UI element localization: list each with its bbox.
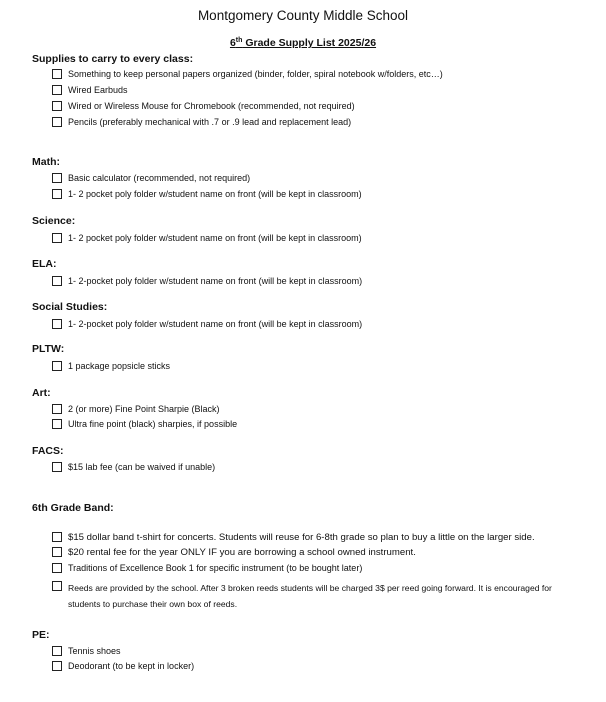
supply-item xyxy=(52,188,582,201)
supply-item-label: Deodorant (to be kept in locker) xyxy=(68,661,195,671)
supply-item xyxy=(52,100,582,113)
supply-item xyxy=(52,531,582,544)
supply-item xyxy=(52,562,582,575)
supply-item xyxy=(52,418,582,431)
checkbox[interactable] xyxy=(52,462,62,472)
supply-item xyxy=(52,461,582,474)
supply-item-label: 1- 2 pocket poly folder w/student name on front (will be kept in classroom) xyxy=(68,189,362,199)
supply-item xyxy=(52,318,582,331)
checkbox[interactable] xyxy=(52,233,62,243)
section-heading-social-studies: Social Studies: xyxy=(32,301,108,313)
supply-item xyxy=(52,546,582,559)
supply-item-label: $15 lab fee (can be waived if unable) xyxy=(68,462,216,472)
supply-item-label: 1- 2-pocket poly folder w/student name on front (will be kept in classroom) xyxy=(68,319,363,329)
supply-item xyxy=(52,645,582,658)
school-name: Montgomery County Middle School xyxy=(197,8,409,23)
section-heading-pe: PE: xyxy=(32,629,50,641)
list-title xyxy=(0,37,606,49)
supply-item xyxy=(52,84,582,97)
supply-item xyxy=(52,275,582,288)
checkbox[interactable] xyxy=(52,173,62,183)
supply-item-label: Something to keep personal papers organized (binder, folder, spiral notebook w/folders, etc…) xyxy=(68,69,443,79)
checkbox[interactable] xyxy=(52,69,62,79)
section-heading-math: Math: xyxy=(32,156,60,168)
supply-item-label: Tennis shoes xyxy=(68,646,121,656)
checkbox[interactable] xyxy=(52,361,62,371)
supply-item-label: Basic calculator (recommended, not required) xyxy=(68,173,251,183)
supply-item xyxy=(52,580,582,612)
checkbox[interactable] xyxy=(52,661,62,671)
supply-item xyxy=(52,660,582,673)
supply-item-label: Reeds are provided by the school. After 3 broken reeds students will be charged 3$ per reed going forward. It is encouraged for students to purchase their own box of reeds. xyxy=(68,583,552,609)
supply-item-label: $15 dollar band t-shirt for concerts. Students will reuse for 6-8th grade so plan to buy a little on the larger side. xyxy=(68,532,535,543)
supply-item xyxy=(52,172,582,185)
section-heading-art: Art: xyxy=(32,387,51,399)
supply-item-label: 1- 2 pocket poly folder w/student name on front (will be kept in classroom) xyxy=(68,233,362,243)
checkbox[interactable] xyxy=(52,404,62,414)
supply-item-label: Wired or Wireless Mouse for Chromebook (recommended, not required) xyxy=(68,101,355,111)
supply-item-label: 1 package popsicle sticks xyxy=(68,361,171,371)
list-title-text: Grade Supply List 2025/26 xyxy=(242,37,377,49)
supply-item xyxy=(52,232,582,245)
supply-item-label: 1- 2-pocket poly folder w/student name on front (will be kept in classroom) xyxy=(68,276,363,286)
section-heading-pltw: PLTW: xyxy=(32,343,65,355)
supply-item-label: Pencils (preferably mechanical with .7 or .9 lead and replacement lead) xyxy=(68,117,352,127)
checkbox[interactable] xyxy=(52,189,62,199)
section-heading-band: 6th Grade Band: xyxy=(32,502,114,514)
checkbox[interactable] xyxy=(52,646,62,656)
checkbox[interactable] xyxy=(52,101,62,111)
supply-item xyxy=(52,360,582,373)
section-heading-ela: ELA: xyxy=(32,258,57,270)
supply-item-label: Ultra fine point (black) sharpies, if possible xyxy=(68,419,238,429)
grade-number: 6 xyxy=(229,37,236,49)
checkbox[interactable] xyxy=(52,419,62,429)
checkbox[interactable] xyxy=(52,563,62,573)
checkbox[interactable] xyxy=(52,117,62,127)
supply-item xyxy=(52,403,582,416)
checkbox[interactable] xyxy=(52,85,62,95)
checkbox[interactable] xyxy=(52,319,62,329)
supply-item-label: $20 rental fee for the year ONLY IF you are borrowing a school owned instrument. xyxy=(68,547,416,558)
supply-item xyxy=(52,116,582,129)
checkbox[interactable] xyxy=(52,276,62,286)
supply-item-label: Wired Earbuds xyxy=(68,85,128,95)
checkbox[interactable] xyxy=(52,532,62,542)
section-heading-facs: FACS: xyxy=(32,445,64,457)
checkbox[interactable] xyxy=(52,547,62,557)
checkbox[interactable] xyxy=(52,581,62,591)
supply-item-label: 2 (or more) Fine Point Sharpie (Black) xyxy=(68,404,220,414)
supply-item xyxy=(52,68,582,81)
section-heading-every-class: Supplies to carry to every class: xyxy=(32,53,194,65)
section-heading-science: Science: xyxy=(32,215,76,227)
supply-item-label: Traditions of Excellence Book 1 for specific instrument (to be bought later) xyxy=(68,563,363,573)
grade-suffix: th xyxy=(235,37,243,44)
